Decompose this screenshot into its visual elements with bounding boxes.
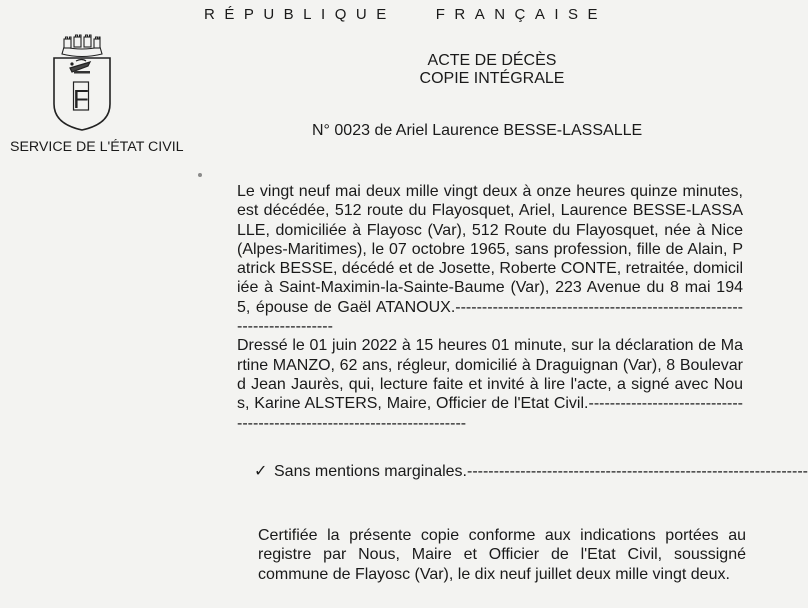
acte-title-line1: ACTE DE DÉCÈS (427, 52, 557, 69)
mentions-text: Sans mentions marginales.---------------------------------------------------------------- (274, 463, 808, 480)
body-paragraph-dresse: Dressé le 01 juin 2022 à 15 heures 01 minute, sur la déclaration de Martine MANZO, 62 ans, régleur, domicilié à Draguignan (Var), 8 Boulevard Jean Jaurès, qui, lecture faite et invité à lire l'acte, a signé avec Nous, Karine ALSTERS, Maire, Officier de l'Etat Civil.------------------------------------------------------------------------ (237, 337, 743, 432)
paper-smudge (198, 173, 202, 177)
header-word-francaise: FRANÇAISE (435, 6, 608, 23)
acte-title (372, 52, 612, 88)
acte-number: N° 0023 de Ariel Laurence BESSE-LASSALLE (312, 122, 643, 139)
mentions-line (254, 461, 808, 481)
certification-paragraph: Certifiée la présente copie conforme aux indications portées au registre par Nous, Maire et Officier de l'Etat Civil, soussigné commune de Flayosc (Var), le dix neuf juillet deux mille vingt deux. (258, 527, 746, 583)
city-coat-of-arms-icon (46, 28, 118, 132)
body-paragraph-deces: Le vingt neuf mai deux mille vingt deux à onze heures quinze minutes, est décédée, 512 route du Flayosquet, Ariel, Laurence BESSE-LASSALLE, domiciliée à Flayosc (Var), 512 Route du Flayosquet, née à Nice (Alpes-Maritimes), le 07 octobre 1965, sans profession, fille de Alain, Patrick BESSE, décédé et de Josette, Roberte CONTE, retraitée, domiciliée à Saint-Maximin-la-Sainte-Baume (Var), 223 Avenue du 8 mai 1945, épouse de Gaël ATANOUX.------------------------------------------------------------------------ (237, 183, 743, 336)
crest-letter: F (73, 84, 89, 114)
acte-body (237, 182, 743, 433)
acte-title-line2: COPIE INTÉGRALE (419, 70, 565, 87)
header-word-republique: RÉPUBLIQUE (204, 6, 396, 23)
service-label: SERVICE DE L'ÉTAT CIVIL (10, 139, 184, 155)
checkmark-icon: ✓ (254, 463, 268, 480)
header-republique-francaise (204, 6, 607, 23)
